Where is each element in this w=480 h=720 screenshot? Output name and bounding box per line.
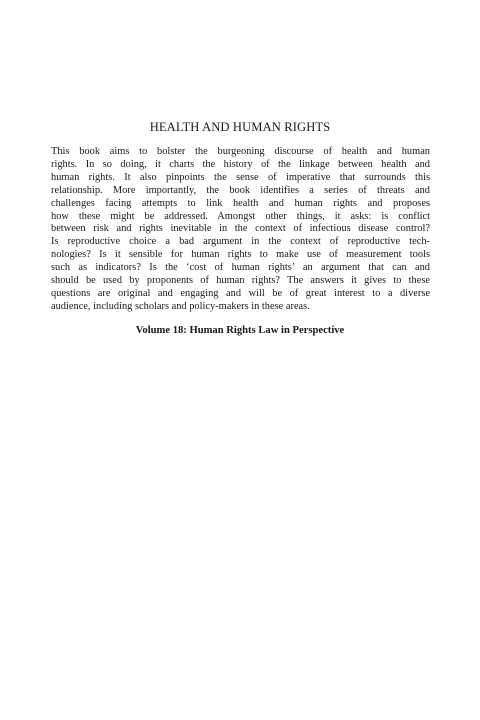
description-line: nologies? Is it sensible for human rights to make use of measurement tools [51,249,430,261]
description-line: should be used by proponents of human rights? The answers it gives to these [51,275,430,287]
description-line: This book aims to bolster the burgeoning discourse of health and human [51,146,430,157]
description-line: questions are original and engaging and will be of great interest to a diverse [51,287,430,299]
description-line: rights. In so doing, it charts the history of the linkage between health and [51,158,430,170]
description-line: between risk and rights inevitable in the context of infectious disease control? [51,223,430,235]
description-line: challenges facing attempts to link health and human rights and proposes [51,197,430,209]
series-volume: Volume 18: Human Rights Law in Perspective [135,325,345,336]
book-title: HEALTH AND HUMAN RIGHTS [149,120,331,134]
description-line: such as indicators? Is the ‘cost of human rights’ an argument that can and [51,262,430,274]
book-description [51,146,430,314]
description-line: relationship. More importantly, the book identifies a series of threats and [51,184,430,196]
description-line: how these might be addressed. Amongst other things, it asks: is conflict [51,210,430,222]
description-line: Is reproductive choice a bad argument in the context of reproductive tech- [51,236,430,248]
description-line: human rights. It also pinpoints the sense of imperative that surrounds this [51,171,430,183]
description-line: audience, including scholars and policy-makers in these areas. [51,300,310,312]
